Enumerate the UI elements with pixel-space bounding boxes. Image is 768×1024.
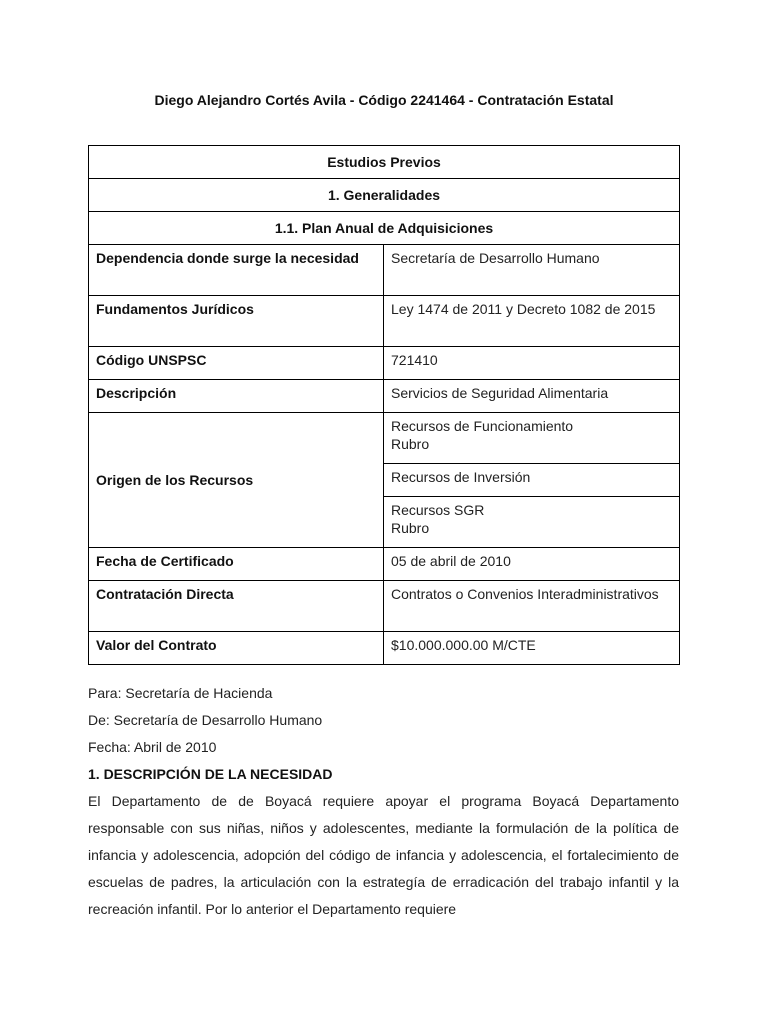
codigo-label: Código UNSPSC [89,347,384,380]
section-title: 1. Generalidades [89,179,680,212]
estudios-previos-table [88,145,680,665]
table-row [89,413,680,464]
table-row [89,632,680,665]
dependencia-label: Dependencia donde surge la necesidad [89,245,384,296]
origen-value-line: Rubro [391,520,430,536]
table-row [89,296,680,347]
table-row [89,245,680,296]
origen-value-inversion [384,464,680,497]
subsection-title: 1.1. Plan Anual de Adquisiciones [89,212,680,245]
memo-body [88,680,679,923]
fecha-label: Fecha de Certificado [89,548,384,581]
section-heading: 1. DESCRIPCIÓN DE LA NECESIDAD [88,766,333,782]
memo-para: Para: Secretaría de Hacienda [88,685,273,701]
valor-label: Valor del Contrato [89,632,384,665]
memo-fecha: Fecha: Abril de 2010 [88,739,217,755]
memo-de: De: Secretaría de Desarrollo Humano [88,712,323,728]
origen-value-line: Recursos de Inversión [391,469,531,485]
fundamentos-label: Fundamentos Jurídicos [89,296,384,347]
table-header-row [89,146,680,179]
table-row [89,548,680,581]
origen-value-line: Recursos de Funcionamiento [391,418,574,434]
origen-label: Origen de los Recursos [89,413,384,548]
origen-value-line: Recursos SGR [391,502,485,518]
fecha-value: 05 de abril de 2010 [384,548,680,581]
descripcion-value: Servicios de Seguridad Alimentaria [384,380,680,413]
valor-value: $10.000.000.00 M/CTE [384,632,680,665]
descripcion-label: Descripción [89,380,384,413]
table-row [89,581,680,632]
origen-value-line: Rubro [391,436,430,452]
contratacion-label: Contratación Directa [89,581,384,632]
subsection-row [89,212,680,245]
description-paragraph: El Departamento de de Boyacá requiere apoyar el programa Boyacá Departamento responsable con sus niñas, niños y adolescentes, mediante la formulación de la política de infancia y adolescencia, adopción del código de infancia y adolescencia, el fortalecimiento de escuelas de padres, la articulación con la estrategía de erradicación del trabajo infantil y la recreación infantil. Por lo anterior el Departamento requiere [88,793,679,917]
contratacion-value: Contratos o Convenios Interadministrativos [384,581,680,632]
origen-value-sgr [384,497,680,548]
codigo-value: 721410 [384,347,680,380]
document-title: Diego Alejandro Cortés Avila - Código 2241464 - Contratación Estatal [154,92,614,108]
table-header: Estudios Previos [89,146,680,179]
section-row [89,179,680,212]
fundamentos-value: Ley 1474 de 2011 y Decreto 1082 de 2015 [384,296,680,347]
table-row [89,380,680,413]
dependencia-value: Secretaría de Desarrollo Humano [384,245,680,296]
origen-value-funcionamiento [384,413,680,464]
table-row [89,347,680,380]
